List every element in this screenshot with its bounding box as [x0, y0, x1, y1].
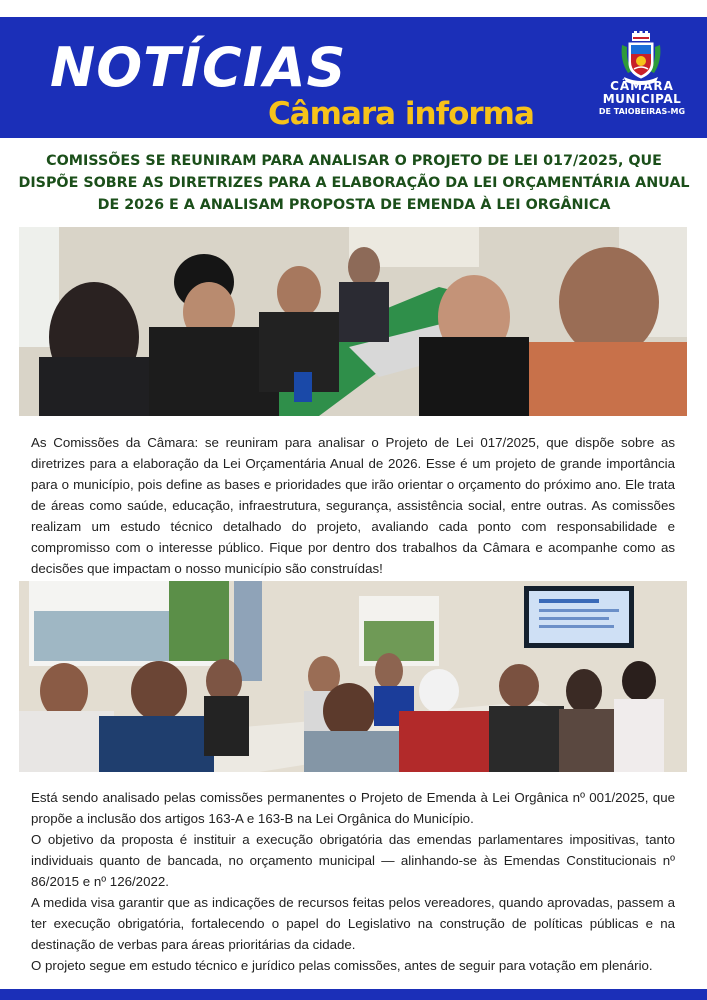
article-paragraph-2d: O projeto segue em estudo técnico e jurídico pelas comissões, antes de seguir para votação em plenário.: [31, 958, 653, 973]
header-subtitle: Câmara informa: [268, 96, 534, 132]
meeting-photo-1: [19, 227, 687, 416]
article-headline: COMISSÕES SE REUNIRAM PARA ANALISAR O PROJETO DE LEI 017/2025, QUE DISPÕE SOBRE AS DIRETRIZES PARA A ELABORAÇÃO DA LEI ORÇAMENTÁRIA ANUAL DE 2026 E A ANALISAM PROPOSTA DE EMENDA À LEI ORGÂNICA: [18, 153, 690, 213]
logo-line-municipal: MUNICIPAL: [602, 92, 682, 106]
header-banner: [0, 17, 707, 138]
header-title: NOTÍCIAS: [50, 36, 347, 99]
article-paragraph-2b: O objetivo da proposta é instituir a execução obrigatória das emendas parlamentares impositivas, tanto individuais quanto de bancada, no orçamento municipal — alinhando-se às Emendas Constitucionais nº 86/2015 e nº 126/2022.: [31, 832, 675, 889]
article-paragraph-1: As Comissões da Câmara: se reuniram para analisar o Projeto de Lei 017/2025, que dispõe sobre as diretrizes para a elaboração da Lei Orçamentária Anual de 2026. Esse é um projeto de grande importância para o município, pois define as bases e prioridades que irão orientar o orçamento do próximo ano. Ele trata de áreas como saúde, educação, infraestrutura, segurança, assistência social, entre outras. As comissões realizam um estudo técnico detalhado do projeto, avaliando cada ponto com responsabilidade e compromisso com o interesse público. Fique por dentro dos trabalhos da Câmara e acompanhe como as decisões que impactam o nosso município são construídas!: [31, 435, 675, 576]
footer-bar: [0, 989, 707, 1000]
logo-line-city: DE TAIOBEIRAS-MG: [598, 107, 686, 116]
meeting-photo-2: [19, 581, 687, 772]
logo-line-camara: CÂMARA: [610, 79, 674, 93]
article-body-2: [31, 787, 675, 976]
article-paragraph-2c: A medida visa garantir que as indicações de recursos feitas pelos vereadores, quando aprovadas, passem a ter execução obrigatória, fortalecendo o papel do Legislativo na construção de políticas públicas e na destinação de verbas para áreas prioritárias da cidade.: [31, 895, 675, 952]
logo-text: [580, 79, 704, 117]
article-paragraph-2a: Está sendo analisado pelas comissões permanentes o Projeto de Emenda à Lei Orgânica nº 001/2025, que propõe a inclusão dos artigos 163-A e 163-B na Lei Orgânica do Município.: [31, 790, 675, 826]
